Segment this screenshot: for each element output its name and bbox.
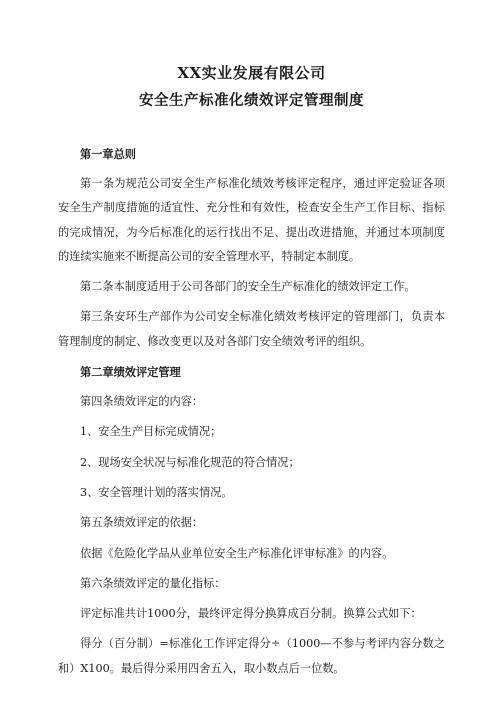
article-4: 第四条绩效评定的内容：	[80, 395, 204, 409]
article-6: 第六条绩效评定的量化指标：	[80, 576, 226, 590]
article-6-formula: 得分（百分制）=标准化工作评定得分÷（1000—不参与考评内容分数之和）X100。最后得分采用四舍五入，取小数点后一位数。	[58, 637, 445, 675]
article-6-total: 评定标准共计1000分，最终评定得分换算成百分制。换算公式如下：	[80, 607, 422, 621]
article-2: 第二条本制度适用于公司各部门的安全生产标准化的绩效评定工作。	[80, 280, 416, 294]
article-4-item-2: 2、现场安全状况与标准化规范的符合情况；	[80, 455, 300, 469]
article-5-basis: 依据《危险化学品从业单位安全生产标准化评审标准》的内容。	[80, 546, 394, 560]
article-1: 第一条为规范公司安全生产标准化绩效考核评定程序，通过评定验证各项安全生产制度措施的适宜性、充分性和有效性，检查安全生产工作目标、指标的完成情况，为今后标准化的运行找出不足、提出改进措施，并通过本项制度的连续实施来不断提高公司的安全管理水平，特制定本制度。	[58, 177, 445, 263]
document-title: 安全生产标准化绩效评定管理制度	[139, 92, 364, 109]
article-5: 第五条绩效评定的依据：	[80, 516, 204, 530]
chapter-1-heading: 第一章总则	[80, 147, 136, 161]
article-4-item-1: 1、安全生产目标完成情况；	[80, 425, 222, 439]
article-3: 第三条安环生产部作为公司安全标准化绩效考核评定的管理部门，负责本管理制度的制定、修改变更以及对各部门安全绩效考评的组织。	[58, 310, 445, 348]
company-name: XX实业发展有限公司	[177, 64, 326, 82]
chapter-2-heading: 第二章绩效评定管理	[80, 365, 181, 380]
document-body	[58, 142, 445, 681]
article-4-item-3: 3、安全管理计划的落实情况。	[80, 485, 233, 499]
